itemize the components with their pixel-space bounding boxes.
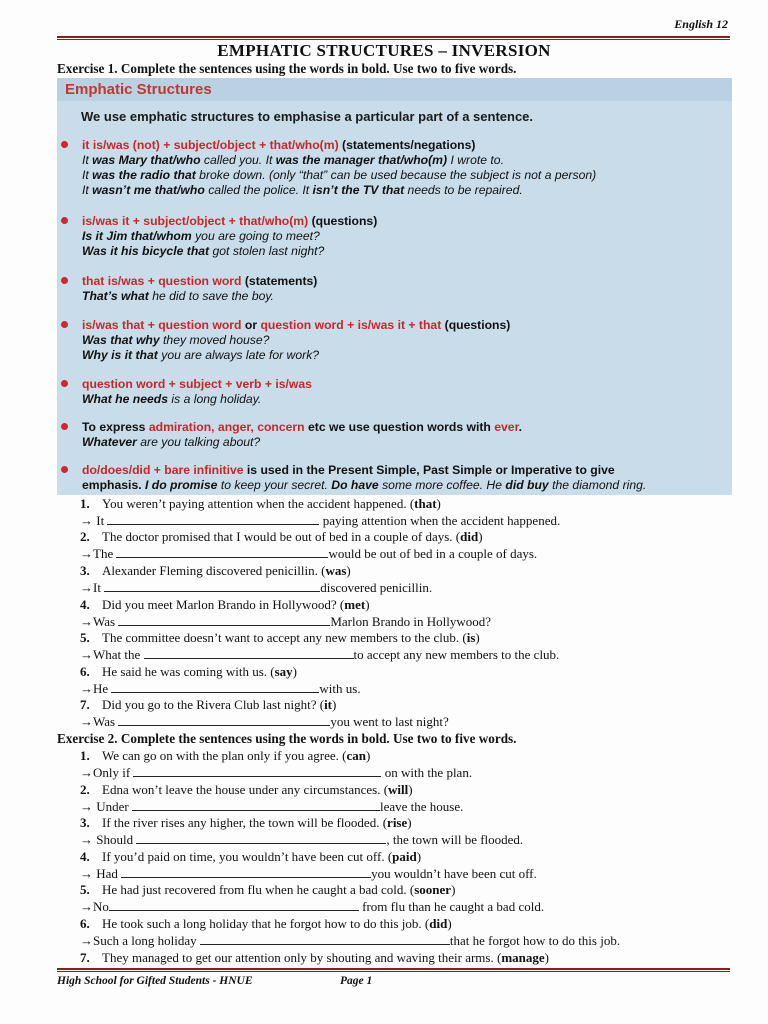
- example-emphasis: was Mary that/who: [92, 153, 201, 167]
- rule-formula: it is/was (not) + subject/object + that/who(m): [82, 138, 339, 152]
- answer-prefix: →Was: [80, 714, 119, 729]
- rule-5: [61, 377, 726, 407]
- rule-formula: admiration, anger, concern: [148, 420, 305, 434]
- ex1-question: [80, 697, 336, 713]
- footer-rule: [57, 968, 730, 970]
- rule-label: (questions): [308, 214, 378, 228]
- ex1-answer-line: [80, 614, 491, 630]
- rule-formula: question word + subject + verb + is/was: [82, 377, 312, 391]
- answer-suffix: paying attention when the accident happened.: [319, 513, 561, 528]
- footer-school: High School for Gifted Students - HNUE: [57, 975, 253, 987]
- answer-blank[interactable]: [107, 513, 319, 525]
- example-text: are you talking about?: [136, 435, 261, 449]
- example-emphasis: What he needs: [82, 392, 169, 406]
- ex2-answer-line: [80, 832, 523, 848]
- example-emphasis: Was it his bicycle that: [82, 244, 210, 258]
- answer-prefix: →What the: [80, 647, 144, 662]
- rule-formula: question word + is/was it + that: [260, 318, 442, 332]
- keyword: is: [466, 630, 476, 645]
- example-emphasis: was the radio that: [92, 168, 196, 182]
- example-text: some more coffee. He: [378, 478, 506, 492]
- keyword: did: [429, 916, 448, 931]
- question-text-end: ): [451, 882, 456, 897]
- ex1-answer-line: [80, 681, 361, 697]
- keyword: did: [460, 529, 479, 544]
- question-text-end: ): [332, 697, 337, 712]
- answer-suffix: with us.: [319, 681, 361, 696]
- rule-formula: is/was that + question word: [82, 318, 242, 332]
- question-number: 2.: [80, 529, 90, 544]
- question-text: He had just recovered from flu when he caught a bad cold. (: [102, 882, 415, 897]
- header-rule: [57, 36, 730, 38]
- keyword: rise: [387, 815, 408, 830]
- answer-prefix: →He: [80, 681, 112, 696]
- bullet-icon: [61, 466, 68, 473]
- question-text: Did you go to the Rivera Club last night? (: [102, 697, 325, 712]
- question-text: If you’d paid on time, you wouldn’t have been cut off. (: [102, 849, 393, 864]
- example-text: you are going to meet?: [191, 229, 320, 243]
- keyword: will: [388, 782, 409, 797]
- answer-blank[interactable]: [118, 714, 330, 726]
- footer-page-number: Page 1: [340, 975, 373, 987]
- ex1-answer-line: [80, 647, 559, 663]
- question-text: They managed to get our attention only by shouting and waving their arms. (: [102, 950, 502, 965]
- grammar-box: [57, 78, 732, 495]
- answer-prefix: → Had: [80, 866, 122, 881]
- question-text-end: ): [447, 916, 452, 931]
- example-emphasis: I do promise: [145, 478, 218, 492]
- example-text: broke down. (only “that” can be used because the subject is not a person): [195, 168, 597, 182]
- ex2-answer-line: [80, 799, 463, 815]
- rule-6: [61, 420, 726, 450]
- answer-suffix: , the town will be flooded.: [386, 832, 524, 847]
- answer-prefix: →The: [80, 546, 117, 561]
- question-number: 1.: [80, 496, 90, 511]
- rule-connector: or: [241, 318, 261, 332]
- ex2-question: [80, 882, 455, 898]
- question-number: 5.: [80, 882, 90, 897]
- question-text: Did you meet Marlon Brando in Hollywood? (: [102, 597, 345, 612]
- keyword: was: [325, 563, 347, 578]
- answer-suffix: that he forgot how to do this job.: [449, 933, 621, 948]
- grammar-box-intro: We use emphatic structures to emphasise a particular part of a sentence.: [81, 109, 534, 124]
- header-rule-thin: [57, 39, 730, 40]
- question-number: 6.: [80, 664, 90, 679]
- rule-label: (questions): [441, 318, 511, 332]
- keyword: it: [324, 697, 333, 712]
- ex2-question: [80, 782, 413, 798]
- answer-suffix: you went to last night?: [330, 714, 449, 729]
- rule-3: [61, 274, 726, 304]
- example-emphasis: Is it Jim that/whom: [82, 229, 192, 243]
- question-text: Alexander Fleming discovered penicillin. (: [102, 563, 326, 578]
- answer-blank[interactable]: [200, 933, 450, 945]
- question-number: 7.: [80, 697, 90, 712]
- rule-4: [61, 318, 726, 363]
- question-text: The doctor promised that I would be out of bed in a couple of days. (: [102, 529, 461, 544]
- question-text-end: ): [478, 529, 483, 544]
- answer-blank[interactable]: [144, 647, 354, 659]
- question-text: We can go on with the plan only if you agree. (: [102, 748, 347, 763]
- example-text: the diamond ring.: [548, 478, 647, 492]
- bullet-icon: [61, 380, 68, 387]
- example-emphasis: wasn’t me that/who: [92, 183, 205, 197]
- answer-blank[interactable]: [111, 681, 319, 693]
- question-number: 6.: [80, 916, 90, 931]
- answer-blank[interactable]: [118, 614, 330, 626]
- rule-label: (statements): [241, 274, 318, 288]
- ex2-question: [80, 916, 452, 932]
- example-text: you are always late for work?: [157, 348, 320, 362]
- example-text: they moved house?: [159, 333, 270, 347]
- answer-suffix: leave the house.: [380, 799, 464, 814]
- example-text: It: [82, 153, 93, 167]
- ex2-answer-line: [80, 765, 472, 781]
- ex1-answer-line: [80, 513, 560, 529]
- exercise2-heading: Exercise 2. Complete the sentences using the words in bold. Use two to five words.: [57, 731, 517, 746]
- bullet-icon: [61, 141, 68, 148]
- question-number: 2.: [80, 782, 90, 797]
- example-emphasis: was the manager that/who(m): [275, 153, 448, 167]
- answer-blank[interactable]: [133, 765, 381, 777]
- question-text-end: ): [544, 950, 549, 965]
- answer-prefix: →No: [80, 899, 109, 914]
- example-text: needs to be repaired.: [404, 183, 523, 197]
- example-text: he did to save the boy.: [148, 289, 274, 303]
- example-text: called you. It: [200, 153, 276, 167]
- answer-blank[interactable]: [104, 580, 320, 592]
- example-text: called the police. It: [204, 183, 313, 197]
- page-header-label: English 12: [674, 17, 728, 31]
- keyword: manage: [501, 950, 545, 965]
- rule-text: etc we use question words with: [304, 420, 495, 434]
- answer-blank[interactable]: [132, 799, 380, 811]
- rule-text: emphasis.: [82, 478, 145, 492]
- answer-prefix: →It: [80, 580, 105, 595]
- ex1-question: [80, 563, 351, 579]
- answer-prefix: →Only if: [80, 765, 134, 780]
- question-number: 3.: [80, 563, 90, 578]
- keyword: paid: [392, 849, 417, 864]
- example-emphasis: Whatever: [82, 435, 137, 449]
- rule-formula: that is/was + question word: [82, 274, 242, 288]
- rule-label: (statements/negations): [338, 138, 476, 152]
- question-text: He took such a long holiday that he forgot how to do this job. (: [102, 916, 430, 931]
- bullet-icon: [61, 277, 68, 284]
- answer-suffix: would be out of bed in a couple of days.: [328, 546, 538, 561]
- ex1-question: [80, 630, 480, 646]
- example-emphasis: Was that why: [82, 333, 160, 347]
- rule-formula: ever: [494, 420, 519, 434]
- answer-prefix: →Such a long holiday: [80, 933, 200, 948]
- rule-7: [61, 463, 726, 493]
- answer-prefix: → Under: [80, 799, 132, 814]
- ex2-question: [80, 950, 549, 966]
- question-number: 4.: [80, 849, 90, 864]
- example-text: is a long holiday.: [168, 392, 262, 406]
- example-text: I wrote to.: [447, 153, 504, 167]
- question-text-end: ): [407, 815, 412, 830]
- question-text: Edna won’t leave the house under any circumstances. (: [102, 782, 389, 797]
- ex1-question: [80, 496, 441, 512]
- bullet-icon: [61, 321, 68, 328]
- ex1-question: [80, 529, 483, 545]
- keyword: sooner: [414, 882, 452, 897]
- example-text: It: [82, 168, 93, 182]
- answer-blank[interactable]: [136, 832, 386, 844]
- rule-2: [61, 214, 726, 259]
- keyword: that: [414, 496, 437, 511]
- ex1-question: [80, 597, 370, 613]
- example-emphasis: Why is it that: [82, 348, 158, 362]
- exercise1-heading: Exercise 1. Complete the sentences using the words in bold. Use two to five words.: [57, 61, 517, 76]
- grammar-box-title: Emphatic Structures: [65, 81, 212, 98]
- question-number: 4.: [80, 597, 90, 612]
- rule-text: .: [518, 420, 523, 434]
- example-text: to keep your secret.: [217, 478, 332, 492]
- ex2-question: [80, 815, 412, 831]
- keyword: say: [274, 664, 293, 679]
- question-text-end: ): [416, 849, 422, 864]
- ex1-question: [80, 664, 297, 680]
- rule-text: is used in the Present Simple, Past Simple or Imperative to give: [243, 463, 615, 477]
- question-text-end: ): [365, 748, 371, 763]
- question-number: 1.: [80, 748, 90, 763]
- answer-suffix: Marlon Brando in Hollywood?: [330, 614, 491, 629]
- example-emphasis: did buy: [505, 478, 549, 492]
- answer-prefix: →Was: [80, 614, 119, 629]
- question-text-end: ): [365, 597, 370, 612]
- question-number: 3.: [80, 815, 90, 830]
- answer-prefix: → Should: [80, 832, 137, 847]
- ex2-question: [80, 748, 370, 764]
- rule-text: To express: [82, 420, 149, 434]
- answer-suffix: on with the plan.: [381, 765, 473, 780]
- answer-blank[interactable]: [121, 866, 371, 878]
- question-text-end: ): [436, 496, 441, 511]
- question-text-end: ): [475, 630, 480, 645]
- keyword: met: [344, 597, 366, 612]
- answer-suffix: you wouldn’t have been cut off.: [371, 866, 537, 881]
- ex1-answer-line: [80, 546, 537, 562]
- bullet-icon: [61, 217, 68, 224]
- rule-formula: is/was it + subject/object + that/who(m): [82, 214, 309, 228]
- ex1-answer-line: [80, 580, 432, 596]
- example-text: It: [82, 183, 93, 197]
- answer-suffix: discovered penicillin.: [320, 580, 433, 595]
- answer-blank[interactable]: [109, 899, 359, 911]
- answer-blank[interactable]: [116, 546, 328, 558]
- ex1-answer-line: [80, 714, 449, 730]
- example-emphasis: isn’t the TV that: [312, 183, 405, 197]
- bullet-icon: [61, 423, 68, 430]
- example-emphasis: Do have: [331, 478, 379, 492]
- ex2-question: [80, 849, 421, 865]
- question-text: If the river rises any higher, the town will be flooded. (: [102, 815, 388, 830]
- question-text-end: ): [346, 563, 351, 578]
- footer-rule-thin: [57, 971, 730, 972]
- example-text: got stolen last night?: [209, 244, 325, 258]
- question-number: 5.: [80, 630, 90, 645]
- ex2-answer-line: [80, 899, 544, 915]
- answer-suffix: from flu than he caught a bad cold.: [358, 899, 545, 914]
- ex2-answer-line: [80, 933, 620, 949]
- answer-suffix: to accept any new members to the club.: [353, 647, 560, 662]
- question-text-end: ): [408, 782, 413, 797]
- question-text-end: ): [292, 664, 297, 679]
- rule-formula: do/does/did + bare infinitive: [82, 463, 244, 477]
- keyword: can: [346, 748, 366, 763]
- question-number: 7.: [80, 950, 90, 965]
- answer-prefix: → It: [80, 513, 108, 528]
- page-title: EMPHATIC STRUCTURES – INVERSION: [217, 41, 551, 60]
- example-emphasis: That’s what: [82, 289, 149, 303]
- question-text: He said he was coming with us. (: [102, 664, 275, 679]
- ex2-answer-line: [80, 866, 537, 882]
- question-text: The committee doesn’t want to accept any new members to the club. (: [102, 630, 467, 645]
- rule-1: [61, 138, 726, 198]
- question-text: You weren’t paying attention when the accident happened. (: [102, 496, 415, 511]
